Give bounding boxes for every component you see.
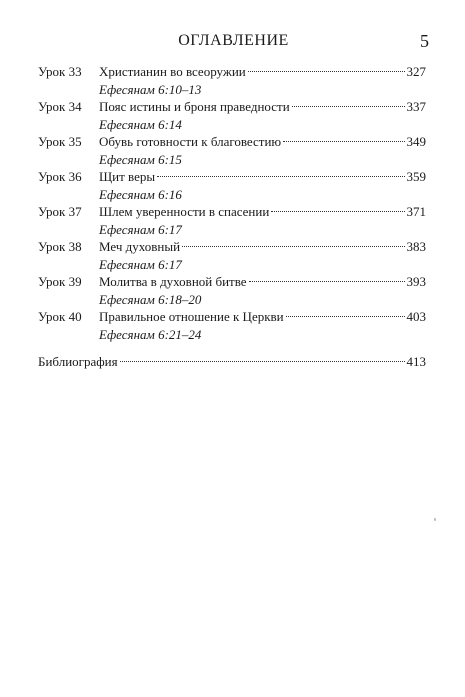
dot-leader bbox=[292, 106, 405, 107]
lesson-title: Христианин во всеоружии bbox=[99, 64, 246, 79]
scripture-reference: Ефесянам 6:18–20 bbox=[99, 292, 202, 307]
lesson-label: Урок 38 bbox=[38, 239, 82, 254]
lesson-label: Урок 33 bbox=[38, 64, 82, 79]
lesson-page-number: 327 bbox=[406, 64, 426, 79]
lesson-title: Пояс истины и броня праведности bbox=[99, 99, 290, 114]
lesson-title: Шлем уверенности в спасении bbox=[99, 204, 270, 219]
lesson-label: Урок 40 bbox=[38, 309, 82, 324]
lesson-label: Урок 39 bbox=[38, 274, 82, 289]
toc-entry bbox=[38, 273, 426, 308]
lesson-label: Урок 35 bbox=[38, 134, 82, 149]
lesson-label: Урок 36 bbox=[38, 169, 82, 184]
lesson-page-number: 403 bbox=[406, 309, 426, 324]
scripture-reference: Ефесянам 6:21–24 bbox=[99, 327, 202, 342]
page-title: ОГЛАВЛЕНИЕ bbox=[178, 32, 289, 49]
scripture-reference: Ефесянам 6:10–13 bbox=[99, 82, 202, 97]
toc-entry bbox=[38, 308, 426, 343]
lesson-title: Щит веры bbox=[99, 169, 156, 184]
lesson-label: Урок 34 bbox=[38, 99, 82, 114]
page-header bbox=[38, 30, 429, 52]
bibliography-page-number: 413 bbox=[406, 354, 426, 369]
toc-entry bbox=[38, 98, 426, 133]
bibliography-title: Библиография bbox=[38, 354, 118, 369]
dot-leader bbox=[120, 361, 405, 362]
dot-leader bbox=[271, 211, 404, 212]
scripture-reference: Ефесянам 6:14 bbox=[99, 117, 182, 132]
bibliography-entry bbox=[38, 353, 426, 371]
lesson-page-number: 349 bbox=[406, 134, 426, 149]
lesson-page-number: 337 bbox=[406, 99, 426, 114]
scripture-reference: Ефесянам 6:16 bbox=[99, 187, 182, 202]
toc-entry bbox=[38, 238, 426, 273]
lesson-page-number: 393 bbox=[406, 274, 426, 289]
dot-leader bbox=[182, 246, 404, 247]
toc-entry bbox=[38, 203, 426, 238]
lesson-title: Молитва в духовной битве bbox=[99, 274, 247, 289]
lesson-page-number: 383 bbox=[406, 239, 426, 254]
scripture-reference: Ефесянам 6:17 bbox=[99, 257, 182, 272]
lesson-title: Обувь готовности к благовестию bbox=[99, 134, 282, 149]
lesson-page-number: 371 bbox=[406, 204, 426, 219]
paper-speck bbox=[434, 518, 436, 521]
scripture-reference: Ефесянам 6:15 bbox=[99, 152, 182, 167]
toc-entry bbox=[38, 63, 426, 98]
lesson-page-number: 359 bbox=[406, 169, 426, 184]
table-of-contents bbox=[38, 63, 426, 343]
dot-leader bbox=[286, 316, 405, 317]
lesson-title: Меч духовный bbox=[99, 239, 181, 254]
dot-leader bbox=[157, 176, 404, 177]
lesson-title: Правильное отношение к Церкви bbox=[99, 309, 284, 324]
lesson-label: Урок 37 bbox=[38, 204, 82, 219]
toc-entry bbox=[38, 133, 426, 168]
page-number: 5 bbox=[420, 31, 429, 51]
dot-leader bbox=[248, 71, 405, 72]
dot-leader bbox=[283, 141, 404, 142]
toc-entry bbox=[38, 168, 426, 203]
dot-leader bbox=[249, 281, 405, 282]
scripture-reference: Ефесянам 6:17 bbox=[99, 222, 182, 237]
